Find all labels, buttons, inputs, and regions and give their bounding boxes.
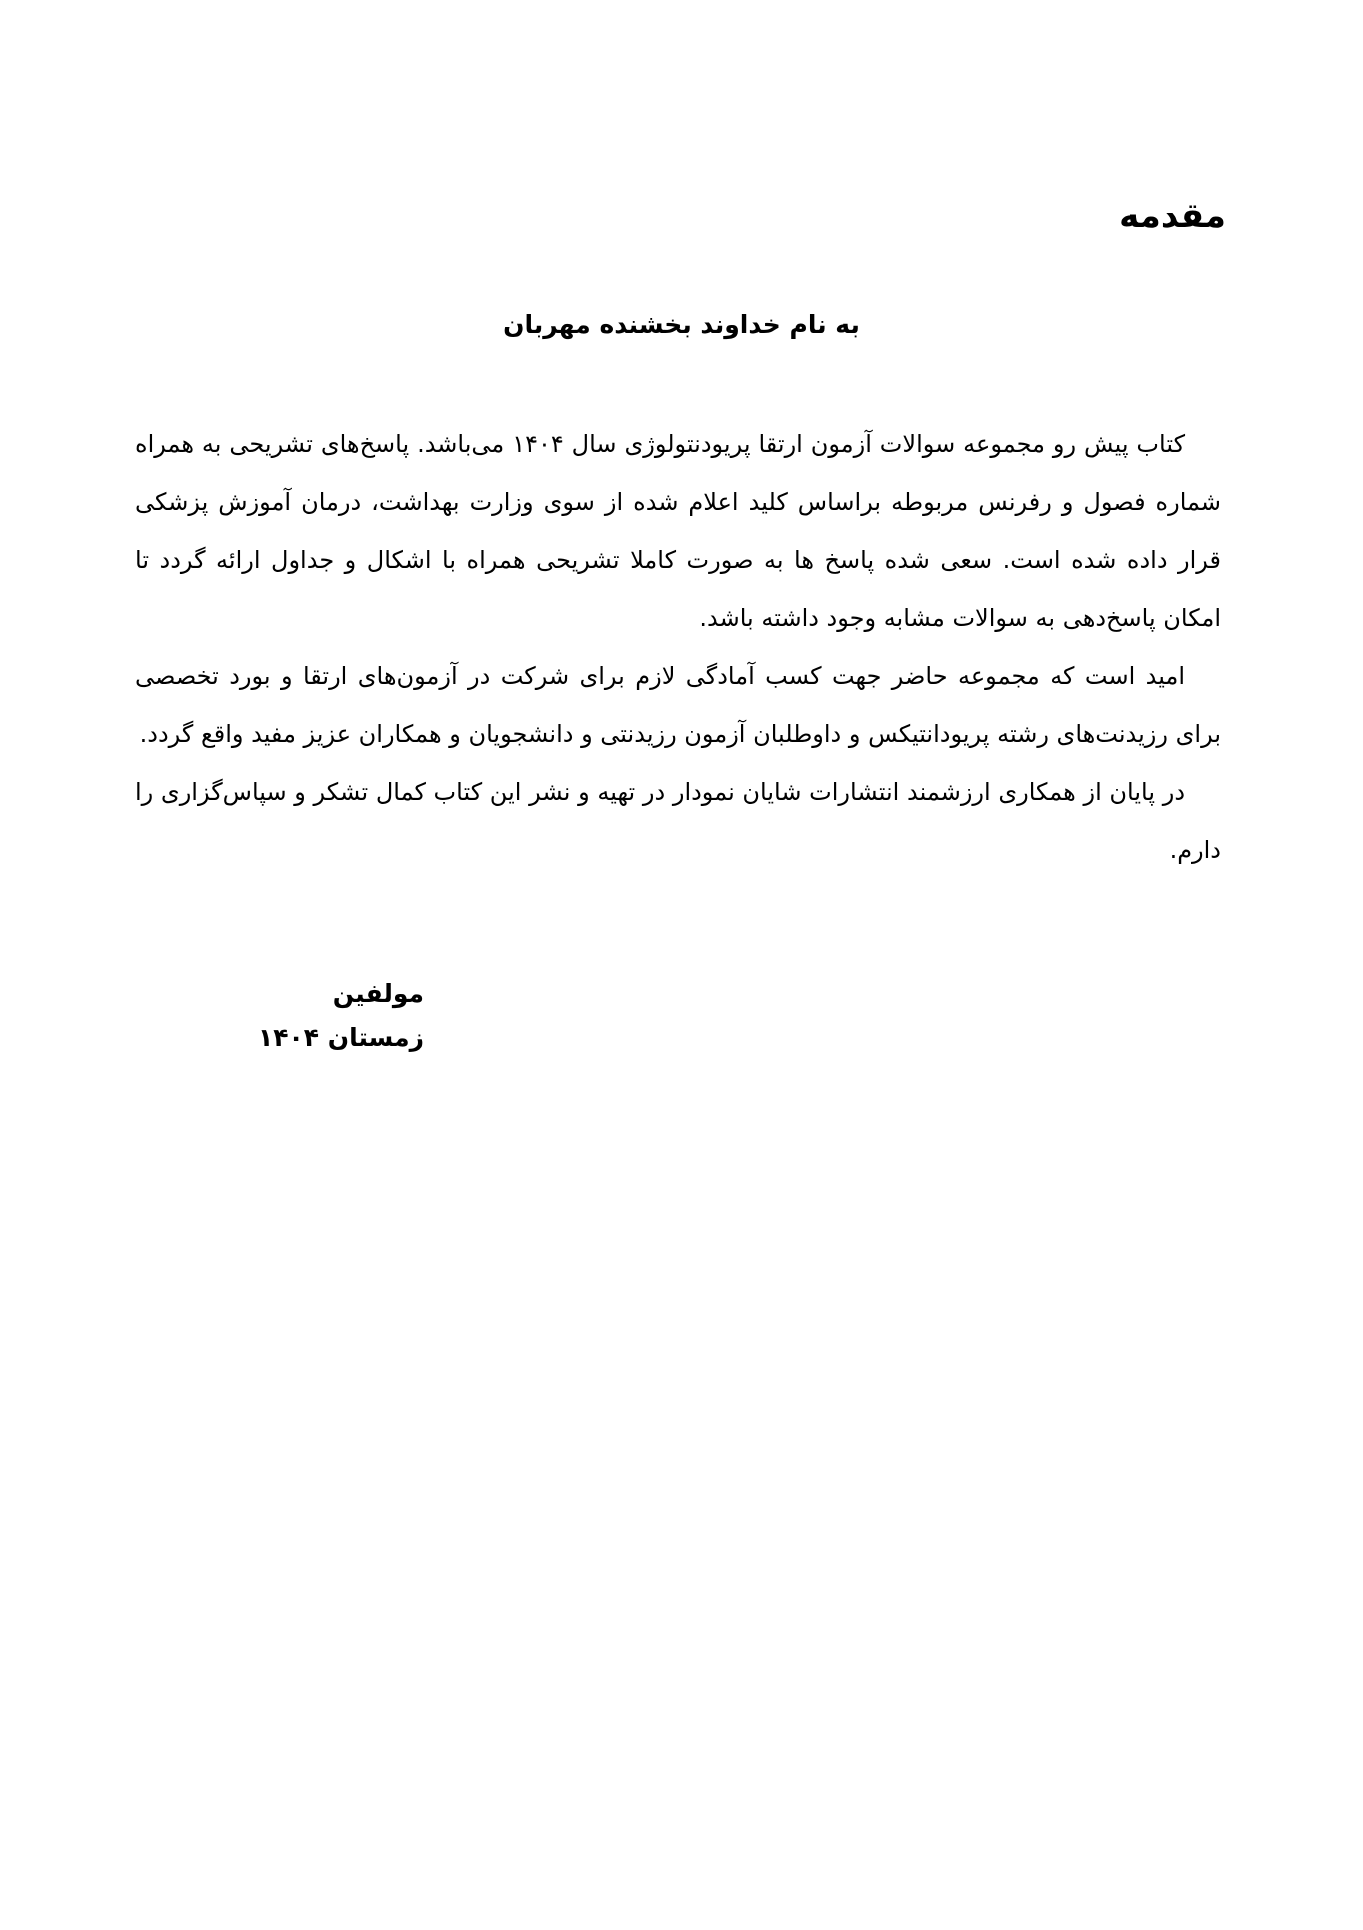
signature-date: زمستان ۱۴۰۴ [258,1023,424,1052]
signature-block [258,972,424,1060]
paragraph: امید است که مجموعه حاضر جهت کسب آمادگی لازم برای شرکت در آزمون‌های ارتقا و بورد تخصصی برای رزیدنت‌های رشته پریودانتیکس و داوطلبان آزمون رزیدنتی و دانشجویان و همکاران عزیز مفید واقع گردد. [135,662,1221,748]
basmala-line: به نام خداوند بخشنده مهربان [503,310,860,339]
signature-authors: مولفین [332,979,424,1008]
paragraph: کتاب پیش رو مجموعه سوالات آزمون ارتقا پریودنتولوژی سال ۱۴۰۴ می‌باشد. پاسخ‌های تشریحی به همراه شماره فصول و رفرنس مربوطه براساس کلید اعلام شده از سوی وزارت بهداشت، درمان آموزش پزشکی قرار داده شده است. سعی شده پاسخ ها به صورت کاملا تشریحی همراه با اشکال و جداول ارائه گردد تا امکان پاسخ‌دهی به سوالات مشابه وجود داشته باشد. [135,430,1221,632]
paragraph: در پایان از همکاری ارزشمند انتشارات شایان نمودار در تهیه و نشر این کتاب کمال تشکر و سپاس‌گزاری را دارم. [135,778,1221,864]
page-heading: مقدمه [1119,196,1226,236]
body-text [135,415,1221,879]
